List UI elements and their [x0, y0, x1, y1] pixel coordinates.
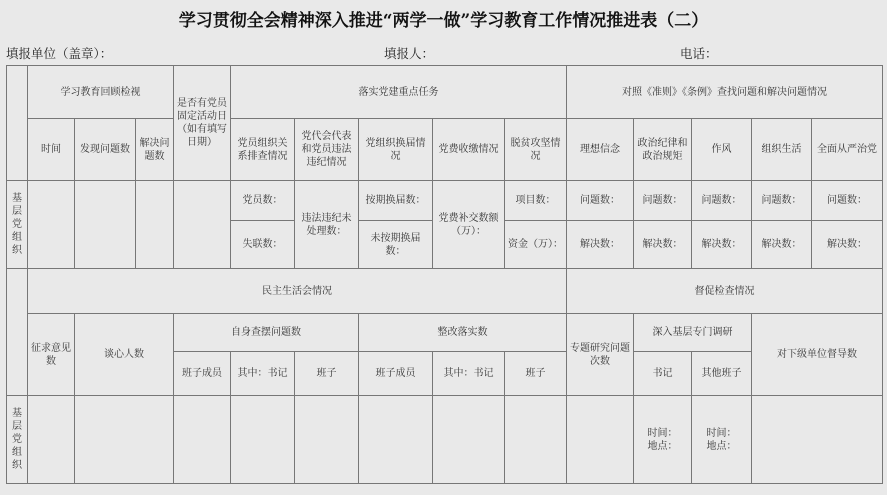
- discipline-problems-label: 问题数：: [634, 181, 692, 221]
- opinions-header: 征求意见数: [28, 314, 75, 396]
- supervise-header: 督促检查情况: [567, 269, 883, 314]
- rectify-col-members: 班子成员: [359, 352, 433, 396]
- cell-topic: [567, 396, 634, 484]
- unit-label: 填报单位（盖章）：: [6, 46, 113, 61]
- implement-col-fee: 党费收缴情况: [433, 119, 505, 181]
- org-life-solved-label: 解决数：: [752, 221, 812, 269]
- cell-review-found: [75, 181, 136, 269]
- strict-problems-label: 问题数：: [812, 181, 883, 221]
- others-time-label: 时间：: [706, 427, 737, 439]
- cell-self-team: [295, 396, 359, 484]
- rectify-col-secretary: 其中：书记: [433, 352, 505, 396]
- org-life-problems-label: 问题数：: [752, 181, 812, 221]
- rectify-col-team: 班子: [505, 352, 567, 396]
- implement-col-election: 党组织换届情况: [359, 119, 433, 181]
- cell-opinions: [28, 396, 75, 484]
- contrast-header: 对照《准则》《条例》查找问题和解决问题情况: [567, 66, 883, 119]
- cell-review-solved: [136, 181, 174, 269]
- cell-self-members: [174, 396, 231, 484]
- style-solved-label: 解决数：: [692, 221, 752, 269]
- cell-rectify-members: [359, 396, 433, 484]
- secretary-time-label: 时间：: [647, 427, 678, 439]
- democratic-header: 民主生活会情况: [28, 269, 567, 314]
- funds-label: 资金（万）：: [505, 221, 567, 269]
- implement-col-relation: 党员组织关系排查情况: [231, 119, 295, 181]
- reporter-label: 填报人：: [384, 46, 435, 61]
- on-time-label: 按期换届数：: [359, 181, 433, 221]
- secretary-research-cell: [634, 396, 692, 484]
- lost-label: 失联数：: [231, 221, 295, 269]
- row-label-2: 基层党组织: [7, 396, 28, 484]
- cell-rectify-team: [505, 396, 567, 484]
- review-col-found: 发现问题数: [75, 119, 136, 181]
- secretary-place-label: 地点：: [647, 440, 678, 452]
- fixed-day-header: 是否有党员固定活动日（如有填写日期）: [174, 66, 231, 181]
- style-problems-label: 问题数：: [692, 181, 752, 221]
- fee-label: 党费补交数额（万）：: [433, 181, 505, 269]
- page-title: 学习贯彻全会精神深入推进“两学一做”学习教育工作情况推进表（二）: [178, 11, 709, 31]
- review-header: 学习教育回顾检视: [28, 66, 174, 119]
- cell-rectify-secretary: [433, 396, 505, 484]
- row-label-1: 基层党组织: [7, 181, 28, 269]
- members-label: 党员数：: [231, 181, 295, 221]
- others-research-cell: [692, 396, 752, 484]
- cell-lower-units: [752, 396, 883, 484]
- implement-col-poverty: 脱贫攻坚情况: [505, 119, 567, 181]
- lower-units-header: 对下级单位督导数: [752, 314, 883, 396]
- self-check-header: 自身查摆问题数: [174, 314, 359, 352]
- contrast-col-strict: 全面从严治党: [812, 119, 883, 181]
- research-col-secretary: 书记: [634, 352, 692, 396]
- cell-review-time: [28, 181, 75, 269]
- research-header: 深入基层专门调研: [634, 314, 752, 352]
- self-check-col-members: 班子成员: [174, 352, 231, 396]
- talks-header: 谈心人数: [75, 314, 174, 396]
- projects-label: 项目数：: [505, 181, 567, 221]
- self-check-col-team: 班子: [295, 352, 359, 396]
- cell-self-secretary: [231, 396, 295, 484]
- research-col-others: 其他班子: [692, 352, 752, 396]
- phone-label: 电话：: [680, 46, 718, 61]
- contrast-col-org-life: 组织生活: [752, 119, 812, 181]
- contrast-col-ideal: 理想信念: [567, 119, 634, 181]
- progress-table: [6, 65, 883, 484]
- strict-solved-label: 解决数：: [812, 221, 883, 269]
- discipline-solved-label: 解决数：: [634, 221, 692, 269]
- not-on-time-label: 未按期换届数：: [359, 221, 433, 269]
- contrast-col-style: 作风: [692, 119, 752, 181]
- self-check-col-secretary: 其中：书记: [231, 352, 295, 396]
- cell-fixed-day: [174, 181, 231, 269]
- corner-cell-2: [7, 269, 28, 396]
- violation-label: 违法违纪未处理数：: [295, 181, 359, 269]
- corner-cell: [7, 66, 28, 181]
- ideal-solved-label: 解决数：: [567, 221, 634, 269]
- contrast-col-discipline: 政治纪律和政治规矩: [634, 119, 692, 181]
- review-col-solved: 解决问题数: [136, 119, 174, 181]
- implement-header: 落实党建重点任务: [231, 66, 567, 119]
- cell-talks: [75, 396, 174, 484]
- review-col-time: 时间: [28, 119, 75, 181]
- others-place-label: 地点：: [706, 440, 737, 452]
- ideal-problems-label: 问题数：: [567, 181, 634, 221]
- rectify-header: 整改落实数: [359, 314, 567, 352]
- implement-col-violation: 党代会代表和党员违法违纪情况: [295, 119, 359, 181]
- topic-header: 专题研究问题次数: [567, 314, 634, 396]
